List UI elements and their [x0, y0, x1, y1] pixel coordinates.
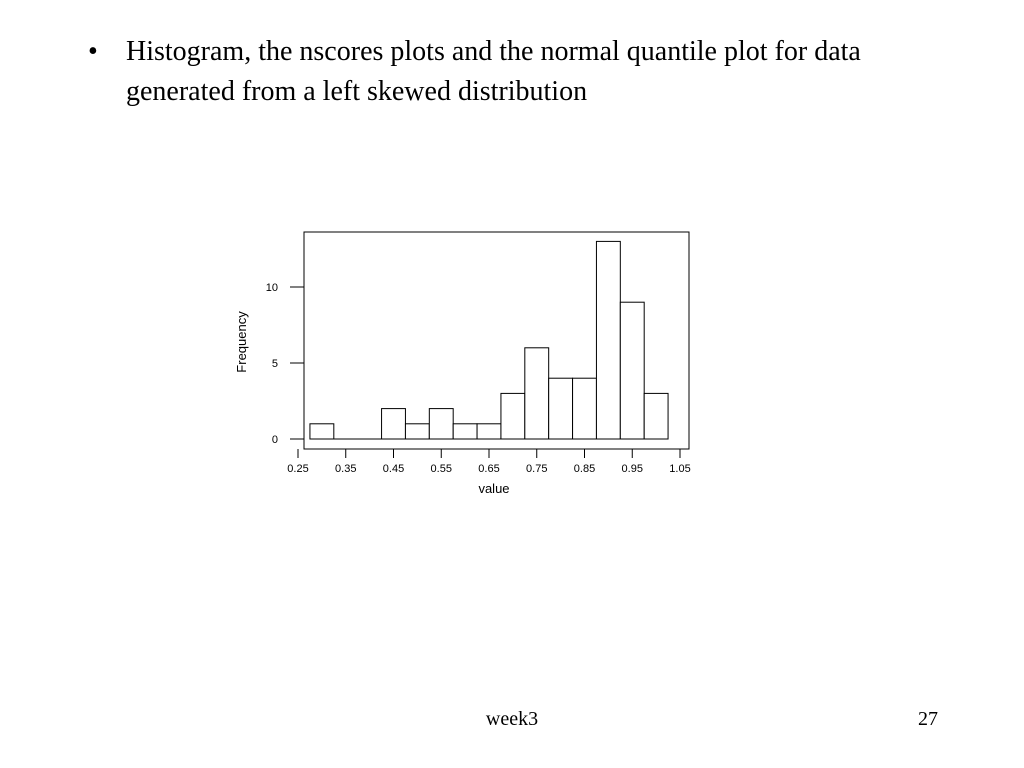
histogram-bar [453, 424, 477, 439]
y-axis-label: Frequency [234, 311, 249, 373]
histogram-bars [310, 241, 668, 439]
histogram-svg [220, 220, 710, 510]
histogram-bar [405, 424, 429, 439]
x-tick-label: 1.05 [669, 463, 691, 475]
bullet-point [88, 32, 968, 112]
x-axis [287, 449, 690, 475]
x-tick-label: 0.55 [430, 463, 452, 475]
histogram-bar [620, 302, 644, 439]
histogram-chart [220, 220, 710, 510]
histogram-bar [549, 378, 573, 439]
bullet-marker: • [88, 36, 98, 67]
x-tick-label: 0.25 [287, 463, 309, 475]
y-axis [266, 282, 304, 446]
histogram-bar [477, 424, 501, 439]
x-tick-label: 0.75 [526, 463, 548, 475]
y-tick-label: 0 [271, 434, 278, 446]
slide-number: 27 [918, 708, 938, 730]
histogram-bar [310, 424, 334, 439]
y-tick-label: 5 [271, 358, 278, 370]
histogram-bar [501, 393, 525, 439]
x-tick-label: 0.35 [335, 463, 357, 475]
bullet-text: Histogram, the nscores plots and the normal quantile plot for data generated from a left skewed distribution [126, 36, 861, 107]
x-tick-label: 0.45 [382, 463, 405, 475]
footer-week-label: week3 [485, 708, 539, 730]
histogram-bar [573, 378, 597, 439]
histogram-bar [525, 348, 549, 439]
y-tick-label: 10 [265, 282, 278, 294]
x-tick-label: 0.95 [621, 463, 643, 475]
x-tick-label: 0.85 [573, 463, 596, 475]
histogram-bar [429, 409, 453, 439]
histogram-bar [382, 409, 406, 439]
x-axis-label: value [478, 481, 510, 496]
x-tick-label: 0.65 [478, 463, 500, 475]
histogram-bar [596, 241, 620, 439]
histogram-bar [644, 393, 668, 439]
